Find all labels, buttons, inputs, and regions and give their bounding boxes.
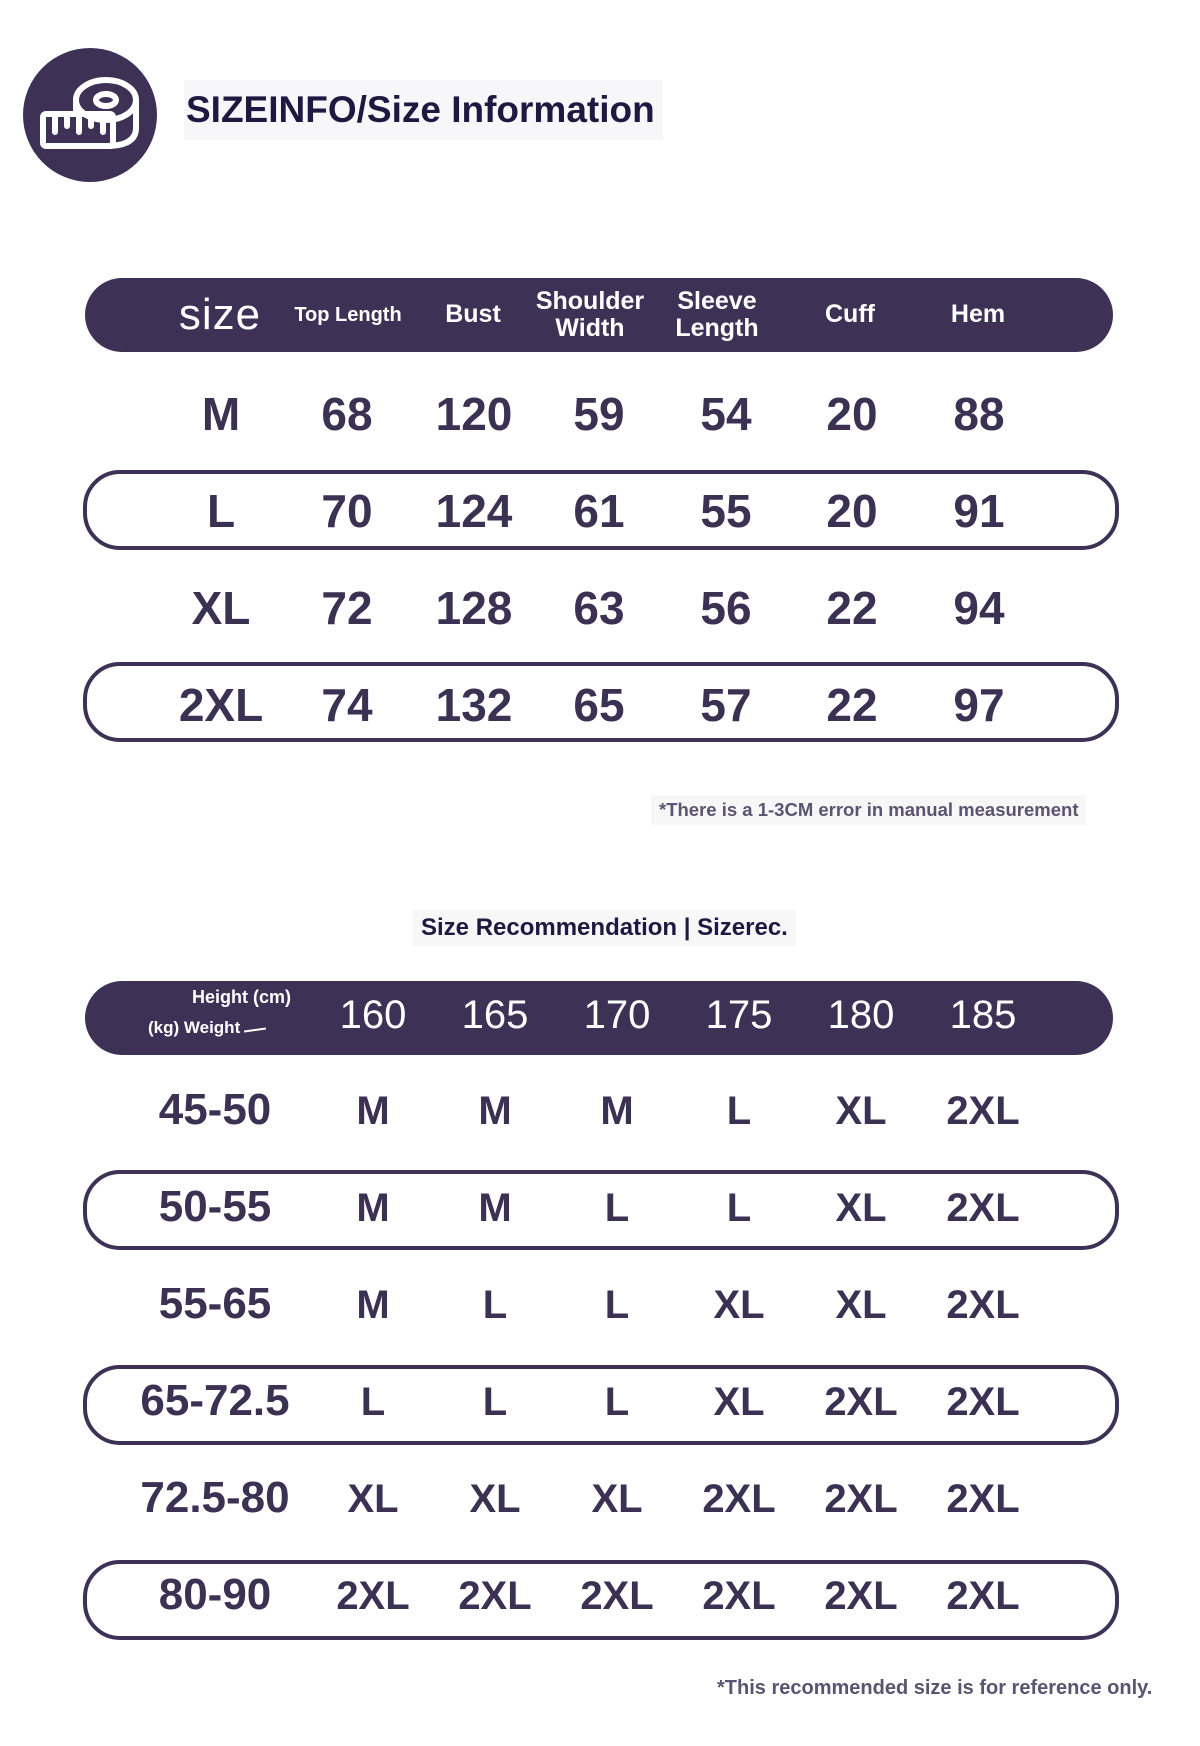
recommended-size: L	[482, 1283, 508, 1327]
measurement-cell: 128	[435, 582, 513, 634]
recommended-size: 2XL	[702, 1477, 776, 1521]
height-label: Height (cm)	[192, 987, 291, 1007]
recommended-size: 2XL	[946, 1089, 1020, 1133]
measurement-cell: 91	[953, 485, 1005, 537]
header-cuff: Cuff	[825, 300, 875, 329]
measurement-cell: 65	[573, 679, 625, 731]
measurement-cell: 61	[573, 485, 625, 537]
recommended-size: 2XL	[580, 1574, 654, 1618]
weight-label: (kg) Weight	[148, 1018, 241, 1037]
weight-range: 45-50	[158, 1085, 272, 1134]
header-top-length: Top Length	[294, 304, 402, 326]
weight-range: 80-90	[158, 1570, 272, 1619]
measurement-cell: 70	[321, 485, 373, 537]
logo-badge	[23, 48, 157, 182]
size-label: XL	[191, 582, 251, 634]
measurement-note: *There is a 1-3CM error in manual measurement	[651, 795, 1086, 825]
recommended-size: XL	[835, 1283, 887, 1327]
recommended-size: M	[356, 1186, 390, 1230]
recommended-size: XL	[835, 1186, 887, 1230]
measurement-cell: 74	[321, 679, 373, 731]
recommended-size: M	[478, 1089, 512, 1133]
header-hem: Hem	[950, 300, 1006, 329]
tape-measure-icon	[23, 48, 157, 182]
measurement-cell: 72	[321, 582, 373, 634]
recommended-size: M	[356, 1089, 390, 1133]
recommended-size: 2XL	[946, 1283, 1020, 1327]
recommended-size: L	[604, 1186, 630, 1230]
measurement-cell: 20	[826, 485, 878, 537]
weight-range: 50-55	[158, 1182, 272, 1231]
recommended-size: 2XL	[946, 1574, 1020, 1618]
measurement-cell: 97	[953, 679, 1005, 731]
measurement-cell: 22	[826, 679, 878, 731]
recommended-size: L	[482, 1380, 508, 1424]
measurement-cell: 120	[435, 388, 513, 440]
header-size: size	[178, 289, 262, 339]
measurement-cell: 20	[826, 388, 878, 440]
reference-note: *This recommended size is for reference only.	[717, 1677, 1153, 1699]
recommended-size: M	[356, 1283, 390, 1327]
measurement-cell: 124	[435, 485, 513, 537]
size-label: L	[206, 485, 236, 537]
recommended-size: 2XL	[946, 1380, 1020, 1424]
measurement-cell: 54	[700, 388, 752, 440]
measurement-cell: 132	[435, 679, 513, 731]
size-label: 2XL	[178, 679, 264, 731]
recommended-size: XL	[835, 1089, 887, 1133]
height-165: 165	[461, 993, 529, 1037]
measurement-cell: 88	[953, 388, 1005, 440]
weight-range: 65-72.5	[140, 1376, 290, 1425]
recommended-size: M	[600, 1089, 634, 1133]
recommended-size: 2XL	[458, 1574, 532, 1618]
recommended-size: 2XL	[946, 1186, 1020, 1230]
recommended-size: L	[360, 1380, 386, 1424]
measurement-cell: 57	[700, 679, 752, 731]
recommended-size: L	[604, 1380, 630, 1424]
recommended-size: XL	[347, 1477, 399, 1521]
measurement-cell: 56	[700, 582, 752, 634]
recommended-size: L	[726, 1186, 752, 1230]
measurement-cell: 63	[573, 582, 625, 634]
measurement-cell: 68	[321, 388, 373, 440]
recommended-size: XL	[713, 1380, 765, 1424]
recommended-size: 2XL	[336, 1574, 410, 1618]
recommended-size: L	[604, 1283, 630, 1327]
header-sleeve-length: Sleeve Length	[675, 286, 759, 342]
weight-range: 72.5-80	[140, 1473, 290, 1522]
height-185: 185	[949, 993, 1017, 1037]
recommended-size: 2XL	[824, 1380, 898, 1424]
recommended-size: M	[478, 1186, 512, 1230]
header-shoulder-width: Shoulder Width	[535, 286, 645, 342]
recommended-size: XL	[591, 1477, 643, 1521]
header-bust: Bust	[445, 300, 501, 329]
recommended-size: XL	[469, 1477, 521, 1521]
recommended-size: 2XL	[824, 1477, 898, 1521]
height-175: 175	[705, 993, 773, 1037]
height-180: 180	[827, 993, 895, 1037]
recommended-size: 2XL	[946, 1477, 1020, 1521]
recommended-size: L	[726, 1089, 752, 1133]
size-label: M	[201, 388, 241, 440]
measurement-cell: 59	[573, 388, 625, 440]
recommended-size: 2XL	[824, 1574, 898, 1618]
page-title: SIZEINFO/Size Information	[184, 80, 663, 140]
recommendation-title: Size Recommendation | Sizerec.	[413, 910, 796, 946]
measurement-cell: 55	[700, 485, 752, 537]
height-160: 160	[339, 993, 407, 1037]
weight-range: 55-65	[158, 1279, 272, 1328]
height-170: 170	[583, 993, 651, 1037]
measurement-cell: 22	[826, 582, 878, 634]
recommended-size: XL	[713, 1283, 765, 1327]
recommended-size: 2XL	[702, 1574, 776, 1618]
measurement-cell: 94	[953, 582, 1005, 634]
